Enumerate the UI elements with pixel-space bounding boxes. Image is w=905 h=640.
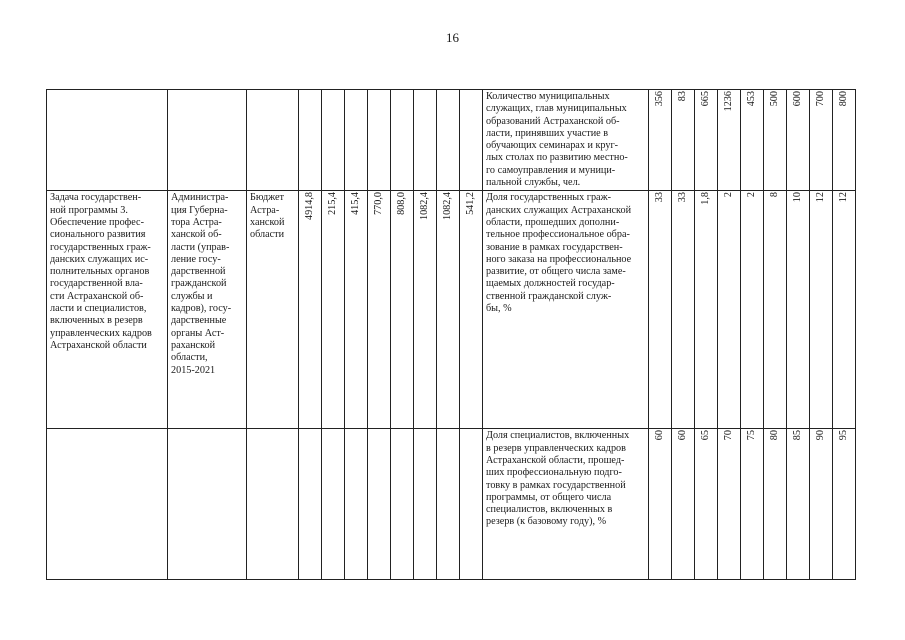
indicator-cell: Количество муниципальных служащих, глав муниципальных образований Астраханской об- ласти, принявших участие в обучающих семинарах и круг- лых столах по развитию местно- го самоуправления и муници- пальной службы, чел. [483, 90, 649, 191]
finance-cell [299, 90, 322, 191]
finance-cell [345, 429, 368, 580]
finance-cell [322, 429, 345, 580]
value-cell: 2 [718, 191, 741, 429]
value-cell: 1,8 [695, 191, 718, 429]
value-cell: 700 [810, 90, 833, 191]
executor-cell [168, 429, 247, 580]
table-row [47, 429, 856, 580]
finance-cell: 4914,8 [299, 191, 322, 429]
value-cell: 75 [741, 429, 764, 580]
finance-cell [437, 90, 460, 191]
finance-cell [322, 90, 345, 191]
finance-cell: 541,2 [460, 191, 483, 429]
value-cell: 95 [833, 429, 856, 580]
value-cell: 500 [764, 90, 787, 191]
finance-cell [368, 429, 391, 580]
finance-cell [460, 429, 483, 580]
task-cell: Задача государствен- ной программы 3. Обеспечение профес- сионального развития государственных граж- данских служащих ис- полнительных органов государственной вла- сти Астраханской об- ласти и специалистов, включенных в резерв управленческих кадров Астраханской области [47, 191, 168, 429]
finance-cell [345, 90, 368, 191]
program-table [46, 89, 856, 580]
value-cell: 453 [741, 90, 764, 191]
value-cell: 60 [672, 429, 695, 580]
value-cell: 33 [672, 191, 695, 429]
value-cell: 600 [787, 90, 810, 191]
finance-cell [437, 429, 460, 580]
indicator-cell: Доля специалистов, включенных в резерв управленческих кадров Астраханской области, прошед- ших профессиональную подго- товку в рамках государственной программы, от общего числа специалистов, включенных в резерв (к базовому году), % [483, 429, 649, 580]
source-cell [247, 429, 299, 580]
finance-cell [368, 90, 391, 191]
page-number: 16 [446, 30, 459, 45]
table-row [47, 191, 856, 429]
value-cell: 70 [718, 429, 741, 580]
value-cell: 90 [810, 429, 833, 580]
finance-cell [414, 429, 437, 580]
value-cell: 356 [649, 90, 672, 191]
task-cell [47, 429, 168, 580]
value-cell: 33 [649, 191, 672, 429]
value-cell: 10 [787, 191, 810, 429]
value-cell: 2 [741, 191, 764, 429]
task-cell [47, 90, 168, 191]
value-cell: 12 [833, 191, 856, 429]
value-cell: 85 [787, 429, 810, 580]
finance-cell: 1082,4 [414, 191, 437, 429]
finance-cell: 415,4 [345, 191, 368, 429]
indicator-cell: Доля государственных граж- данских служащих Астраханской области, прошедших дополни- тельное профессиональное обра- зование в рамках государствен- ного заказа на профессиональное развитие, от общего числа заме- щаемых должностей государ- ственной гражданской служ- бы, % [483, 191, 649, 429]
executor-cell: Администра- ция Губерна- тора Астра- ханской об- ласти (управ- ление госу- дарственной гражданской службы и кадров), госу- дарственные органы Аст- раханской области, 2015-2021 [168, 191, 247, 429]
value-cell: 1236 [718, 90, 741, 191]
value-cell: 60 [649, 429, 672, 580]
finance-cell: 808,0 [391, 191, 414, 429]
finance-cell: 215,4 [322, 191, 345, 429]
finance-cell: 1082,4 [437, 191, 460, 429]
finance-cell [299, 429, 322, 580]
source-cell: Бюджет Астра- ханской области [247, 191, 299, 429]
value-cell: 800 [833, 90, 856, 191]
finance-cell [391, 90, 414, 191]
table-row [47, 90, 856, 191]
value-cell: 665 [695, 90, 718, 191]
finance-cell [414, 90, 437, 191]
value-cell: 12 [810, 191, 833, 429]
value-cell: 65 [695, 429, 718, 580]
value-cell: 83 [672, 90, 695, 191]
value-cell: 8 [764, 191, 787, 429]
finance-cell [391, 429, 414, 580]
executor-cell [168, 90, 247, 191]
finance-cell: 770,0 [368, 191, 391, 429]
source-cell [247, 90, 299, 191]
value-cell: 80 [764, 429, 787, 580]
finance-cell [460, 90, 483, 191]
